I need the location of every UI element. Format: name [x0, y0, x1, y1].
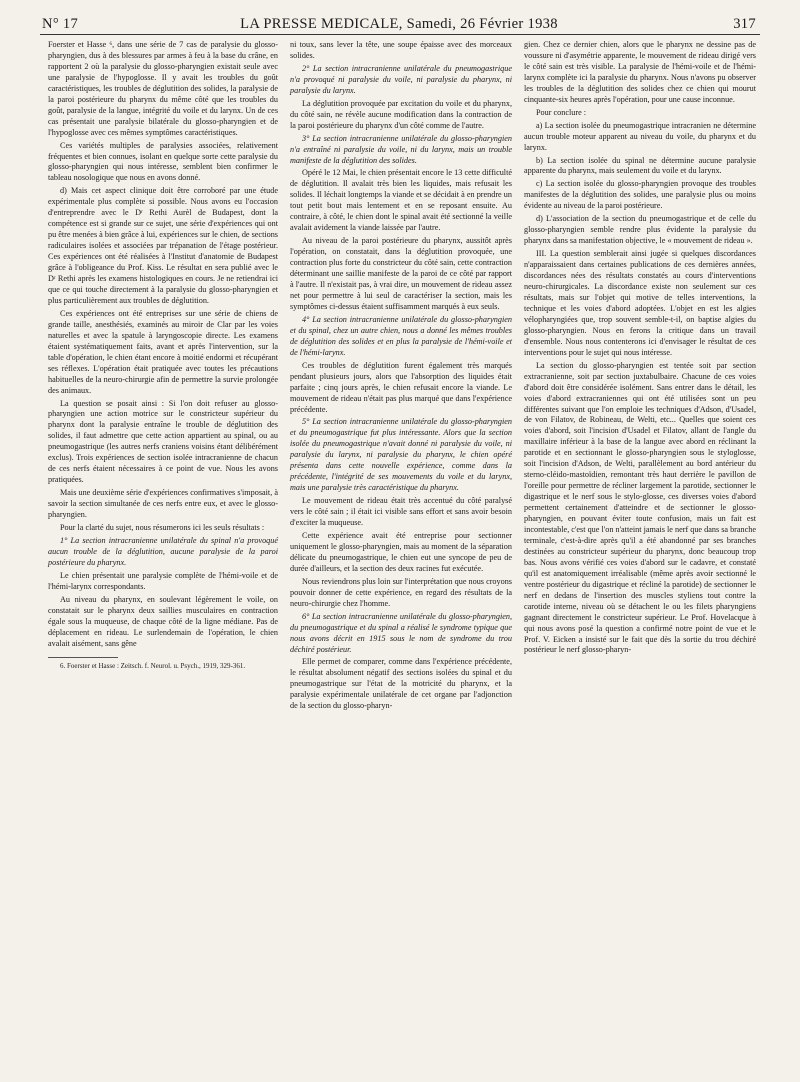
experiment-heading: 3° La section intracranienne unilatérale du glosso-pharyngien n'a entraîné ni paralysie du voile, ni du larynx, mais un trouble manifeste de la déglutition des solides. — [290, 133, 512, 165]
paragraph: Pour conclure : — [536, 107, 587, 117]
conclusion-item: a) La section isolée du pneumogastrique intracranien ne détermine aucun trouble moteur apparent au niveau du voile, du pharynx et du larynx. — [524, 120, 756, 152]
paragraph: Au niveau de la paroi postérieure du pharynx, aussitôt après l'opération, on constatait, dans la déglutition provoquée, une contraction plus forte du constricteur du côté sain, cette contraction déterminant une saillie manifeste de la paroi de ce côté par rapport à l'autre. Il n'existait pas, à vrai dire, un mouvement de rideau assez net pour permettre à lui seul de caractériser la section, mais les symptômes ci-dessus étaient suffisamment marqués à eux seuls. — [290, 236, 512, 311]
header-rule — [40, 34, 760, 35]
paragraph: Mais une deuxième série d'expériences confirmatives s'imposait, à savoir la section simultanée de ces nerfs entre eux, et avec le glosso-pharyngien. — [48, 488, 278, 520]
paragraph: Le mouvement de rideau était très accentué du côté paralysé vers le côté sain ; il était ici visible sans effort et sans avoir besoin d'exciter la muqueuse. — [290, 496, 512, 528]
issue-number: N° 17 — [42, 16, 79, 32]
paragraph: Le chien présentait une paralysie complète de l'hémi-voile et de l'hémi-larynx correspondants. — [48, 570, 278, 591]
paragraph: Ces variétés multiples de paralysies associées, relativement fréquentes et bien connues, isolant en quelque sorte cette paralysie du glosso-pharyngien qui nous intéresse, semblent bien confirmer le tableau nosologique que nous en avons donné. — [48, 140, 278, 183]
experiment-heading: 2° La section intracranienne unilatérale du pneumogastrique n'a provoqué ni paralysie du voile, ni paralysie du pharynx, ni paralysie du larynx. — [290, 63, 512, 95]
journal-title: LA PRESSE MEDICALE, Samedi, 26 Février 1938 — [240, 16, 558, 32]
paragraph: Opéré le 12 Mai, le chien présentait encore le 13 cette difficulté de déglutition. Il avalait très bien les liquides, mais refusait les solides. Il léchait longtemps la viande et se décidait à en prendre un tout petit bout mais lentement et en se reposant ensuite. Au contraire, à côté, le chien dont le spinal avait été sectionné la veille avalait avidement la viande laissée par l'autre. — [290, 168, 512, 233]
paragraph: d) Mais cet aspect clinique doit être corroboré par une étude expérimentale plus complète si possible. Nous avons eu l'occasion d'entreprendre avec le Dʳ Rethi Aurèl de Budapest, dont la compétence est si grande sur ce sujet, une série d'expériences qui ont pu être menées à bien grâce à lui, expériences sur le chien, de sections radiculaires isolées et associées par trépanation de l'étage postérieur. Ces expériences ont été réalisées à l'Institut d'anatomie de Budapest grâce à l'obligeance du Prof. Kiss. Le résultat en sera publié avec le Dʳ Rethi après les examens histologiques en cours. Je ne retiendrai ici que ce qui touche directement à la paralysie du glosso-pharyngien et plus particulièrement aux troubles de déglutition. — [48, 186, 278, 305]
conclusion-item: c) La section isolée du glosso-pharyngien provoque des troubles manifestes de la déglutition des solides, une paralysie plus ou moins évidente au niveau de la paroi postérieure. — [524, 179, 756, 211]
paragraph: Pour la clarté du sujet, nous résumerons ici les seuls résultats : — [60, 522, 265, 532]
column-1 — [48, 40, 278, 673]
conclusion-item: b) La section isolée du spinal ne détermine aucune paralysie apparente du pharynx, mais seulement du voile et du larynx. — [524, 155, 756, 176]
column-3 — [524, 40, 756, 658]
paragraph: Au niveau du pharynx, en soulevant légèrement le voile, on constatait sur le pharynx deux saillies musculaires en contraction égale sous la muqueuse, de chaque côté de la ligne médiane. Pas de déplacement en rideau. Le surlendemain de l'opération, le chien avalait aisément, sans gêne — [48, 594, 278, 648]
paragraph: Nous reviendrons plus loin sur l'interprétation que nous croyons pouvoir donner de cette expérience, en regard des résultats de la neuro-chirurgie chez l'homme. — [290, 576, 512, 608]
paragraph: La question se posait ainsi : Si l'on doit refuser au glosso-pharyngien une action motrice sur le constricteur supérieur du pharynx dont la paralysie entraîne le trouble de déglutition des solides, il faut admettre que cette action appartient au spinal, ou au pneumogastrique (les autres nerfs craniens voisins étant délibérément exclus). Trois expériences de section isolée intracranienne de chacun de ces nerfs étaient nécessaires à ce point de vue. Nous les avons pratiquées. — [48, 398, 278, 485]
experiment-heading: 1° La section intracranienne unilatérale du spinal n'a provoqué aucun trouble de la déglutition, aucune paralysie de la paroi postérieure du pharynx. — [48, 535, 278, 567]
paragraph: III. La question semblerait ainsi jugée si quelques discordances n'apparaissaient dans certaines publications de ces dernières années, discordances nées des résultats constatés au cours d'interventions neuro-chirurgicales. La discordance existe non seulement sur ces résultats, mais sur l'objet qui motive de telles interventions, la technique et les voies d'abord adoptées. L'objet en est les algies vélopharyngiées que, trop souvent semble-t-il, on baptise algies du glosso-pharyngien. Nous en ferons la critique dans un travail d'ensemble. Nous nous contenterons ici d'envisager le résultat de ces interventions pour le sujet qui nous intéresse. — [524, 249, 756, 357]
experiment-heading: 5° La section intracranienne unilatérale du glosso-pharyngien et du pneumogastrique fut plus intéressante. Alors que la section isolée du pneumogastrique n'avait donné ni paralysie du voile, ni paralysie du larynx, ni paralysie du pharynx, le chien opéré présenta dans cette nouvelle expérience, comme dans la précédente, l'intégrité de ses mouvements du voile et du larynx, mais une paralysie très caractéristique du pharynx. — [290, 417, 512, 493]
conclusion-item: d) L'association de la section du pneumogastrique et de celle du glosso-pharyngien semble rendre plus évidente la paralysie du pharynx dans sa manifestation objective, le « mouvement de rideau ». — [524, 214, 756, 246]
page-number: 317 — [733, 16, 756, 32]
experiment-heading: 4° La section intracranienne unilatérale du glosso-pharyngien et du spinal, chez un autre chien, nous a donné les mêmes troubles de déglutition des solides et en plus la paralysie de l'hémi-voile et de l'hémi-larynx. — [290, 314, 512, 357]
footnote-rule — [48, 657, 118, 658]
paragraph: Cette expérience avait été entreprise pour sectionner uniquement le glosso-pharyngien, mais au moment de la séparation délicate du pneumogastrique, le chien eut une syncope de peu de durée d'ailleurs, et la section des deux racines fut exécutée. — [290, 530, 512, 573]
paragraph: La déglutition provoquée par excitation du voile et du pharynx, du côté sain, ne révèle aucune modification dans la contraction de la paroi postérieure du pharynx d'un côté comme de l'autre. — [290, 98, 512, 130]
footnote: 6. Foerster et Hasse : Zeitsch. f. Neurol. u. Psych., 1919, 329-361. — [60, 662, 246, 671]
paragraph: Elle permet de comparer, comme dans l'expérience précédente, le résultat absolument négatif des sections isolées du spinal et du pneumogastrique sur l'état de la motricité du pharynx, et la paralysie expérimentale unilatérale de cet organe par l'adjonction de la section du glosso-pharyn- — [290, 657, 512, 711]
paragraph: ni toux, sans lever la tête, une soupe épaisse avec des morceaux solides. — [290, 40, 512, 60]
paragraph: Foerster et Hasse ⁶, dans une série de 7 cas de paralysie du glosso-pharyngien, dus à des blessures par armes à feu à la base du crâne, en rapportent 2 où la paralysie du glosso-pharyngien existait seule avec une paralysie de l'hypoglosse. Il y avait les troubles du goût caractéristiques, les troubles de déglutition des solides, la paralysie de la paroi postérieure du pharynx du même côté que les troubles du goût, paralysie de la langue, intégrité du voile et du larynx. Un de ces cas présentait une paralysie bilatérale du glosso-pharyngien et de l'hypoglosse avec ces mêmes symptômes caractéristiques. — [48, 40, 278, 137]
paragraph: La section du glosso-pharyngien est tentée soit par section extracranienne, soit par section juxtabulbaire. Chacune de ces voies d'abord doit être considérée isolément. Sans entrer dans le détail, les voies d'abord extracraniennes qui ont été utilisées sont un peu différentes suivant que l'on emploie les techniques d'Adson, d'Usadel, de von Filatov, de Robineau, de Welti, etc... Quelles que soient ces voies d'abord, soit l'incision d'Usadel et Filatov, allant de l'angle du maxillaire inférieur à la base de la langue avec abord en réclinant la parotide et en sectionnant le glosso-pharyngien sous le styloglosse, soit l'incision d'Adson, de Welti, parallèlement au bord antérieur du sterno-cléido-mastoïdien, remontant très haut derrière le pavillon de l'oreille pour permettre de récliner largement la parotide, sectionner le digastrique et le nerf sous le stylo-glosse, ces diverses voies d'abord permettent certainement d'atteindre et de sectionner le glosso-pharyngien, en pouvant éviter toute confusion, mais un fait est incontestable, c'est que l'on n'atteint jamais le nerf que dans sa branche terminale, c'est-à-dire après qu'il a été abandonné par ses branches destinées au constricteur supérieur du pharynx, donc beaucoup trop bas. Nous avons vérifié ces voies d'abord sur le cadavre, et constaté qu'il est anatomiquement irréalisable (même après avoir sectionné le ventre postérieur du digastrique et récliné la parotide) de sectionner le nerf en dedans de l'insertion des muscles styliens tout contre la carotide interne, niveau où se détachent le ou les filets pharyngiens gagnant directement le constricteur supérieur. Le Prof. Hovelacque à qui nous avons posé la question a confirmé notre point de vue et le Prof. V. Eicken a insisté sur le fait que dès la sortie du trou déchiré postérieur le nerf glosso-pharyn- — [524, 360, 756, 655]
paragraph: Ces troubles de déglutition furent également très marqués pendant plusieurs jours, alors que l'absorption des liquides était parfaite ; cinq jours après, le chien refusait encore la viande. Le mouvement de rideau n'était pas plus marqué que dans l'expérience précédente. — [290, 360, 512, 414]
column-2 — [290, 40, 512, 714]
paragraph: gien. Chez ce dernier chien, alors que le pharynx ne dessine pas de voussure ni d'asymétrie apparente, le mouvement de rideau dirigé vers le côté sain est très visible. La paralysie de l'hémi-voile et de l'hémi-larynx complète ici la paralysie du pharynx. Nous n'avons pu observer les troubles de la déglutition des solides chez ce chien qui mourut cinquante-six heures après l'opération, pour une cause inconnue. — [524, 40, 756, 104]
experiment-heading: 6° La section intracranienne unilatérale du glosso-pharyngien, du pneumogastrique et du spinal a réalisé le syndrome typique que nous avons décrit en 1915 sous le nom de syndrome du trou déchiré postérieur. — [290, 611, 512, 654]
paragraph: Ces expériences ont été entreprises sur une série de chiens de grande taille, anesthésiés, examinés au miroir de Clar par les voies naturelles et avec la spatule à laryngoscopie directe. Les examens étaient systématiquement faits, avant et après l'intervention, sur la table d'opération, le chien étant encore à moitié endormi et récupérant ses réflexes. L'opération était pratiquée avec toutes les précautions habituelles de la neuro-chirurgie afin de permettre la survie prolongée des animaux. — [48, 308, 278, 395]
